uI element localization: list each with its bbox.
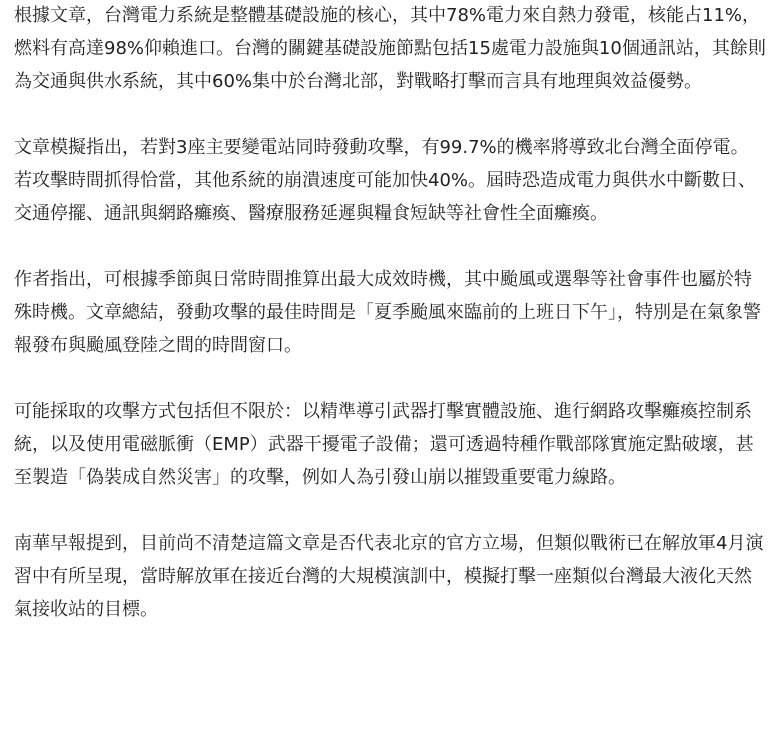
- article-paragraph: 文章模擬指出，若對3座主要變電站同時發動攻擊，有99.7%的機率將導致北台灣全面停電。若攻擊時間抓得恰當，其他系統的崩潰速度可能加快40%。屆時恐造成電力與供水中斷數日、交通停擺、通訊與網路癱瘓、醫療服務延遲與糧食短缺等社會性全面癱瘓。: [14, 137, 757, 224]
- article-paragraph: 根據文章，台灣電力系統是整體基礎設施的核心，其中78%電力來自熱力發電，核能占11%，燃料有高達98%仰賴進口。台灣的關鍵基礎設施節點包括15處電力設施與10個通訊站，其餘則為交通與供水系統，其中60%集中於台灣北部，對戰略打擊而言具有地理與效益優勢。: [14, 5, 766, 92]
- article-paragraph: 可能採取的攻擊方式包括但不限於：以精準導引武器打擊實體設施、進行網路攻擊癱瘓控制系統，以及使用電磁脈衝（EMP）武器干擾電子設備；還可透過特種作戰部隊實施定點破壞，甚至製造「偽裝成自然災害」的攻擊，例如人為引發山崩以摧毀重要電力線路。: [14, 401, 754, 488]
- article-paragraph: 南華早報提到，目前尚不清楚這篇文章是否代表北京的官方立場，但類似戰術已在解放軍4月演習中有所呈現，當時解放軍在接近台灣的大規模演訓中，模擬打擊一座類似台灣最大液化天然氣接收站的目標。: [14, 533, 764, 620]
- article-paragraph: 作者指出，可根據季節與日常時間推算出最大成效時機，其中颱風或選舉等社會事件也屬於特殊時機。文章總結，發動攻擊的最佳時間是「夏季颱風來臨前的上班日下午」，特別是在氣象警報發布與颱風登陸之間的時間窗口。: [14, 269, 761, 356]
